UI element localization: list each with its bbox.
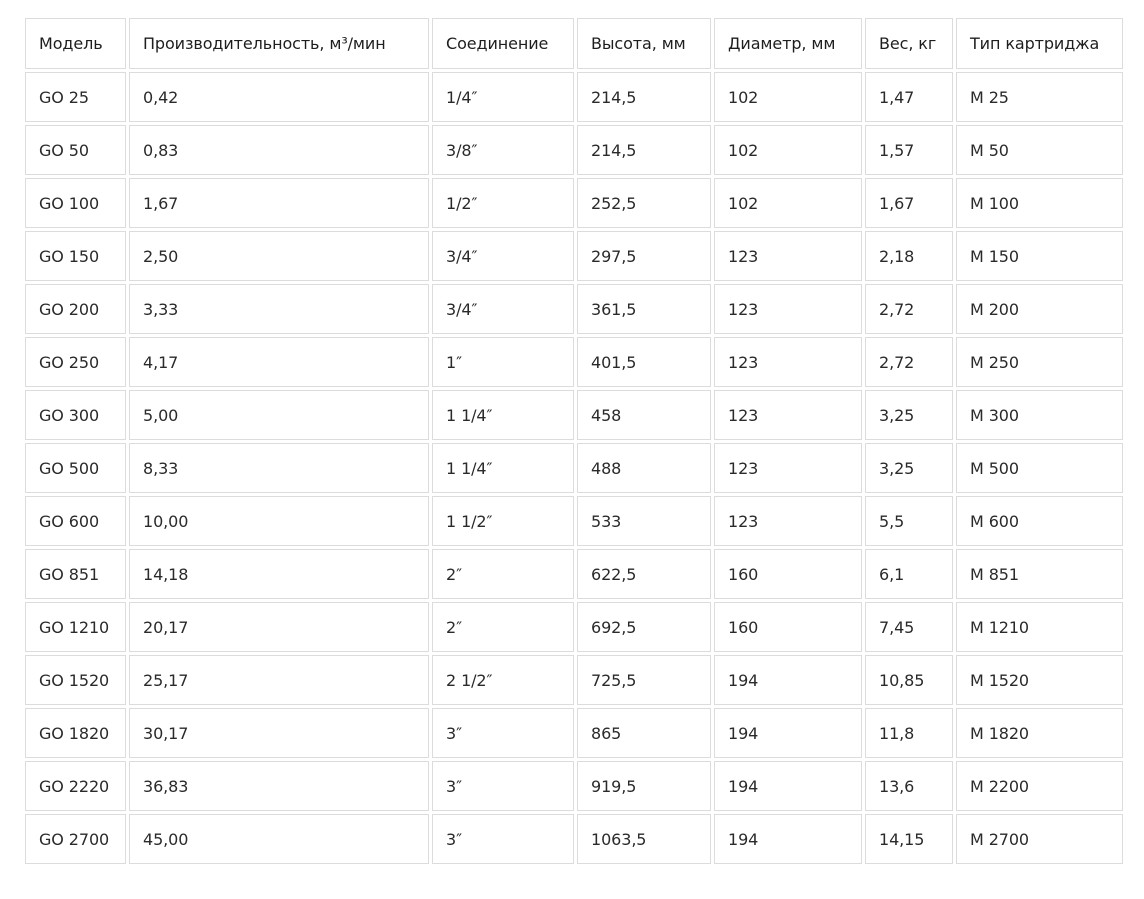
diameter-cell: 123 xyxy=(714,337,862,387)
height-cell: 214,5 xyxy=(577,125,711,175)
table-row xyxy=(25,337,1123,387)
weight-cell: 11,8 xyxy=(865,708,953,758)
table-row xyxy=(25,655,1123,705)
diameter-cell: 123 xyxy=(714,284,862,334)
header-weight: Вес, кг xyxy=(865,18,953,69)
connection-cell: 2″ xyxy=(432,549,574,599)
diameter-cell: 123 xyxy=(714,390,862,440)
table-row xyxy=(25,814,1123,864)
table-row xyxy=(25,125,1123,175)
connection-cell: 3″ xyxy=(432,708,574,758)
header-height: Высота, мм xyxy=(577,18,711,69)
table-row xyxy=(25,390,1123,440)
height-cell: 865 xyxy=(577,708,711,758)
model-cell: GO 50 xyxy=(25,125,126,175)
model-cell: GO 1820 xyxy=(25,708,126,758)
diameter-cell: 123 xyxy=(714,496,862,546)
capacity-cell: 1,67 xyxy=(129,178,429,228)
table-row xyxy=(25,496,1123,546)
diameter-cell: 194 xyxy=(714,708,862,758)
diameter-cell: 102 xyxy=(714,178,862,228)
weight-cell: 2,72 xyxy=(865,337,953,387)
model-cell: GO 851 xyxy=(25,549,126,599)
table-body xyxy=(25,72,1123,864)
height-cell: 533 xyxy=(577,496,711,546)
cartridge-cell: M 300 xyxy=(956,390,1123,440)
table-row xyxy=(25,602,1123,652)
capacity-cell: 8,33 xyxy=(129,443,429,493)
connection-cell: 3/4″ xyxy=(432,231,574,281)
header-model: Модель xyxy=(25,18,126,69)
capacity-cell: 0,42 xyxy=(129,72,429,122)
model-cell: GO 1520 xyxy=(25,655,126,705)
connection-cell: 2″ xyxy=(432,602,574,652)
diameter-cell: 194 xyxy=(714,761,862,811)
table-row xyxy=(25,178,1123,228)
weight-cell: 1,67 xyxy=(865,178,953,228)
weight-cell: 5,5 xyxy=(865,496,953,546)
height-cell: 401,5 xyxy=(577,337,711,387)
capacity-cell: 4,17 xyxy=(129,337,429,387)
diameter-cell: 102 xyxy=(714,72,862,122)
cartridge-cell: M 1210 xyxy=(956,602,1123,652)
diameter-cell: 102 xyxy=(714,125,862,175)
header-diameter: Диаметр, мм xyxy=(714,18,862,69)
table-row xyxy=(25,443,1123,493)
cartridge-cell: M 1820 xyxy=(956,708,1123,758)
cartridge-cell: M 50 xyxy=(956,125,1123,175)
capacity-cell: 30,17 xyxy=(129,708,429,758)
capacity-cell: 36,83 xyxy=(129,761,429,811)
weight-cell: 2,72 xyxy=(865,284,953,334)
cartridge-cell: M 600 xyxy=(956,496,1123,546)
connection-cell: 3/4″ xyxy=(432,284,574,334)
weight-cell: 1,47 xyxy=(865,72,953,122)
specs-table-container xyxy=(25,18,1123,864)
weight-cell: 13,6 xyxy=(865,761,953,811)
height-cell: 919,5 xyxy=(577,761,711,811)
table-row xyxy=(25,761,1123,811)
model-cell: GO 25 xyxy=(25,72,126,122)
model-cell: GO 500 xyxy=(25,443,126,493)
cartridge-cell: M 2200 xyxy=(956,761,1123,811)
height-cell: 458 xyxy=(577,390,711,440)
model-cell: GO 200 xyxy=(25,284,126,334)
table-row xyxy=(25,231,1123,281)
weight-cell: 7,45 xyxy=(865,602,953,652)
model-cell: GO 150 xyxy=(25,231,126,281)
model-cell: GO 300 xyxy=(25,390,126,440)
capacity-cell: 25,17 xyxy=(129,655,429,705)
header-cartridge: Тип картриджа xyxy=(956,18,1123,69)
connection-cell: 2 1/2″ xyxy=(432,655,574,705)
diameter-cell: 160 xyxy=(714,549,862,599)
connection-cell: 3/8″ xyxy=(432,125,574,175)
height-cell: 725,5 xyxy=(577,655,711,705)
capacity-cell: 0,83 xyxy=(129,125,429,175)
height-cell: 297,5 xyxy=(577,231,711,281)
cartridge-cell: M 150 xyxy=(956,231,1123,281)
model-cell: GO 100 xyxy=(25,178,126,228)
cartridge-cell: M 500 xyxy=(956,443,1123,493)
cartridge-cell: M 100 xyxy=(956,178,1123,228)
weight-cell: 1,57 xyxy=(865,125,953,175)
header-capacity: Производительность, м³/мин xyxy=(129,18,429,69)
weight-cell: 6,1 xyxy=(865,549,953,599)
height-cell: 214,5 xyxy=(577,72,711,122)
model-cell: GO 600 xyxy=(25,496,126,546)
table-header xyxy=(25,18,1123,69)
weight-cell: 10,85 xyxy=(865,655,953,705)
capacity-cell: 2,50 xyxy=(129,231,429,281)
capacity-cell: 14,18 xyxy=(129,549,429,599)
cartridge-cell: M 250 xyxy=(956,337,1123,387)
height-cell: 622,5 xyxy=(577,549,711,599)
table-row xyxy=(25,72,1123,122)
height-cell: 692,5 xyxy=(577,602,711,652)
capacity-cell: 5,00 xyxy=(129,390,429,440)
weight-cell: 3,25 xyxy=(865,443,953,493)
diameter-cell: 194 xyxy=(714,655,862,705)
weight-cell: 14,15 xyxy=(865,814,953,864)
connection-cell: 1″ xyxy=(432,337,574,387)
model-cell: GO 250 xyxy=(25,337,126,387)
weight-cell: 2,18 xyxy=(865,231,953,281)
capacity-cell: 10,00 xyxy=(129,496,429,546)
connection-cell: 1 1/2″ xyxy=(432,496,574,546)
table-row xyxy=(25,284,1123,334)
connection-cell: 1 1/4″ xyxy=(432,390,574,440)
model-cell: GO 1210 xyxy=(25,602,126,652)
cartridge-cell: M 851 xyxy=(956,549,1123,599)
height-cell: 1063,5 xyxy=(577,814,711,864)
model-cell: GO 2220 xyxy=(25,761,126,811)
connection-cell: 1 1/4″ xyxy=(432,443,574,493)
cartridge-cell: M 25 xyxy=(956,72,1123,122)
diameter-cell: 160 xyxy=(714,602,862,652)
cartridge-cell: M 200 xyxy=(956,284,1123,334)
height-cell: 252,5 xyxy=(577,178,711,228)
specs-table xyxy=(22,15,1126,867)
height-cell: 488 xyxy=(577,443,711,493)
connection-cell: 1/2″ xyxy=(432,178,574,228)
connection-cell: 3″ xyxy=(432,761,574,811)
capacity-cell: 3,33 xyxy=(129,284,429,334)
diameter-cell: 123 xyxy=(714,231,862,281)
header-connection: Соединение xyxy=(432,18,574,69)
diameter-cell: 194 xyxy=(714,814,862,864)
table-row xyxy=(25,549,1123,599)
capacity-cell: 20,17 xyxy=(129,602,429,652)
header-row xyxy=(25,18,1123,69)
connection-cell: 1/4″ xyxy=(432,72,574,122)
capacity-cell: 45,00 xyxy=(129,814,429,864)
cartridge-cell: M 1520 xyxy=(956,655,1123,705)
cartridge-cell: M 2700 xyxy=(956,814,1123,864)
weight-cell: 3,25 xyxy=(865,390,953,440)
diameter-cell: 123 xyxy=(714,443,862,493)
model-cell: GO 2700 xyxy=(25,814,126,864)
height-cell: 361,5 xyxy=(577,284,711,334)
table-row xyxy=(25,708,1123,758)
connection-cell: 3″ xyxy=(432,814,574,864)
